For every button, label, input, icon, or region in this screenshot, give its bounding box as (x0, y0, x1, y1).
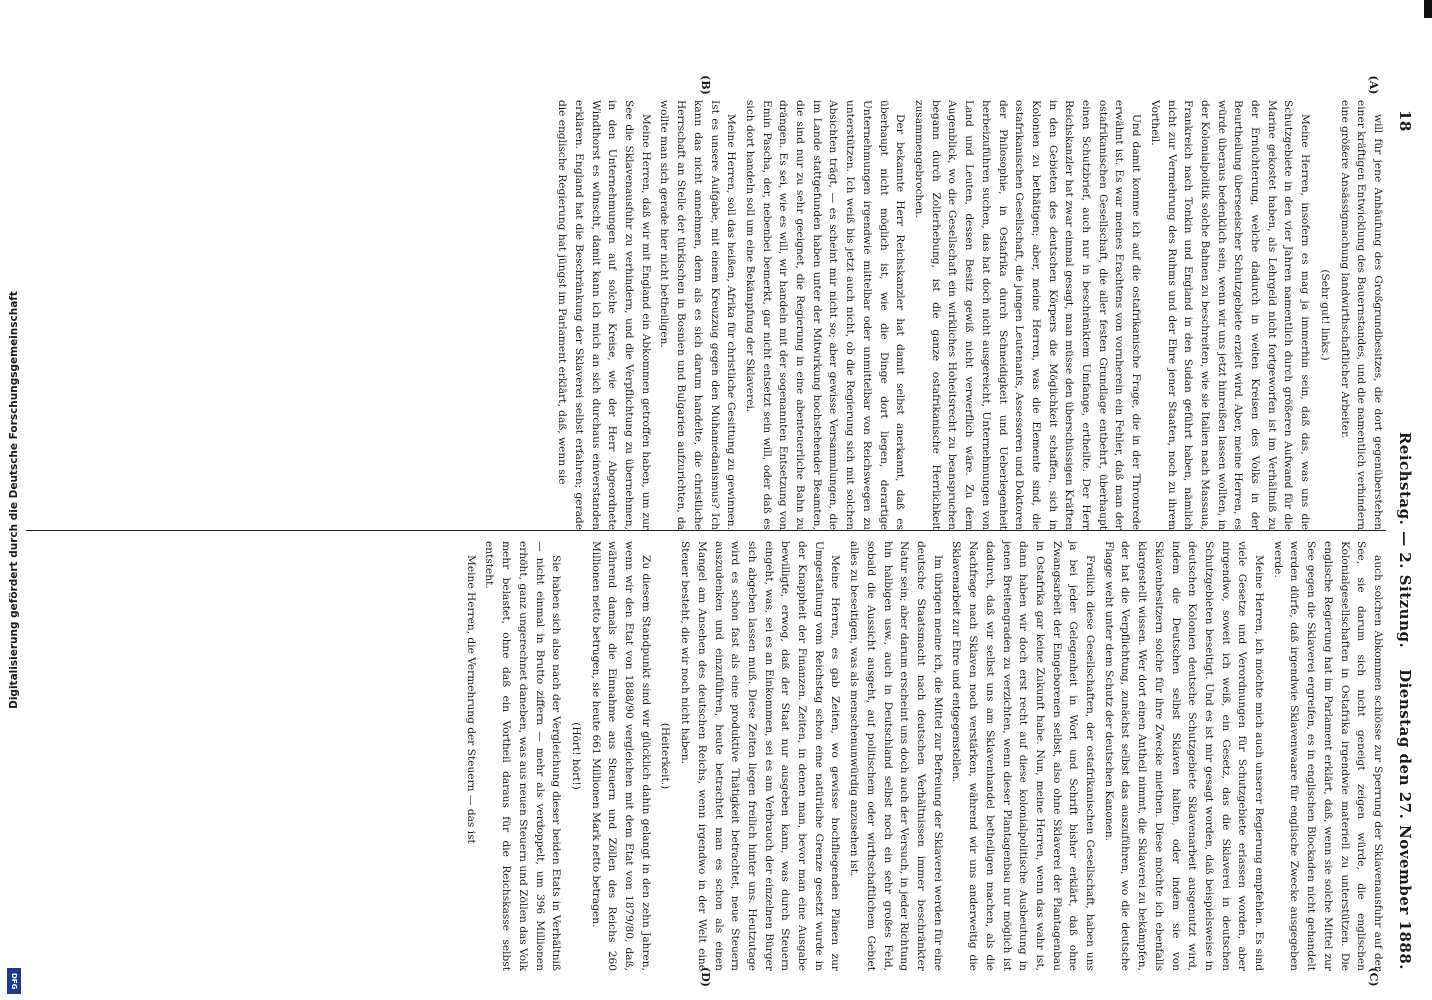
interjection: (Heiterkeit.) (659, 722, 672, 790)
margin-mark-d: (D) (699, 967, 712, 987)
digitization-credit-text: Digitalisierung gefördert durch die Deutsche Forschungsgemeinschaft (8, 291, 20, 709)
paragraph: Meine Herren, ich möchte mich auch unserer Regierung empfehlen. Es sind viele Gesetze und Verordnungen für Schutzgebiete erlassen worden, aber nirgendwo, soweit ich weiß, ein Gesetz, das die Sklaverei in deutschen Schutzgebieten beseitigt. Und es ist mir gesagt worden, daß beispielsweise in deutschen Kolonien deutsche Schutzgebiete Sklavenarbeit ausgenutzt wird, indem die Deutschen selbst Sklaven halten, oder indem sie von Sklavenbesitzern solche für ihre Zwecke miethen. Diese möchte ich ebenfalls klargestellt wissen. Wer dort einen Antheil nimmt, die Sklaverei zu bekämpfen, der hat die Verpflichtung, zunächst selbst das auszuführen, wo die deutsche Flagge weht unter dem Schutz der deutschen Kanonen. (1102, 541, 1266, 971)
dfg-logo: DFG (7, 968, 21, 994)
session-date: Dienstag den 27. November 1888. (1396, 669, 1414, 970)
margin-mark-c: (C) (1367, 967, 1380, 987)
paragraph: Meine Herren, die Vermehrung der Steuern — das ist (464, 555, 477, 844)
paragraph: Freilich diese Gesellschaften, der ostafrikanischen Gesellschaft, haben uns ja bei jeder Gelegenheit in Wort und Schrift bisher erklärt, daß ohne Zwangsarbeit der Eingeborenen selbst, also ohne Sklaverei der Plantagenbau in Ostafrika gar keine Zukunft habe. Nun, meine Herren, wenn das wahr ist, dann haben wir doch erst recht auf diese kolonialpolitische Ausbeutung in jenen Breitengraden zu verzichten, wenn dieser Plantagenbau nur möglich ist dadurch, daß wir selbst uns am Sklavenhandel betheiligen machen, als die Nachfrage nach Sklaven noch verstärken, während wir uns anderweitig die Sklavenarbeit zur Ehre und entgegenstellen. (950, 541, 1097, 971)
paragraph: Meine Herren, daß wir mit England ein Abkommen getroffen haben, um zur See die Sklavenausfuhr zu verhindern, und die Verpflichtung zu übernehmen, in den Unternehmungen auf solche Kreise, wie der Herr Abgeordnete Windthorst es wünscht, damit kann ich mich an sich durchaus einverstanden erklären. England hat die Beschränkung der Sklaverei selbst erfahren; gerade die englische Regierung hat jüngst im Parlament erklärt, daß, wenn sie (556, 100, 652, 530)
page-number: 18 (1396, 110, 1414, 132)
paragraph: Zu diesem Standpunkt sind wir glücklich dahin gelangt in den zehn Jahren, wenn wir den Etat von 1888/90 vergleichen mit dem Etat von 1879/80, daß, während damals die Einnahme aus Steuern und Zöllen des Reichs 260 Millionen netto betrugen, sie heute 661 Millionen Mark netto betragen. (589, 541, 652, 971)
margin-mark-a: (A) (1367, 75, 1380, 95)
interjection: (Sehr gut! links.) (1318, 269, 1331, 361)
paragraph: Meine Herren, soll das heißen, Afrika für christliche Gesittung zu gewinnen. Ist es unsere Aufgabe, mit einem Kreuzzug gegen den Muhamedanismus? Ich kann das nicht annehmen, denn als es sich darum handelte, die christliche Herrschaft an Stelle der türkischen in Bosnien und Bulgarien aufzurichten, da wollte man sich gerade hier nicht betheiligen. (658, 100, 738, 530)
paragraph: Sie haben sich also nach der Vergleichung dieser beiden Etats in Verhältniß — nicht einmal in Brutto ziffern — mehr als verdoppelt, um 396 Millionen erhöht, ganz ungerechnet daneben, was aus neuen Steuern und Zöllen das Volk mehr belastet, ohne daß ein Vortheil daraus für die Reichskasse selbst entsteht. (483, 541, 563, 971)
page-header (1390, 110, 1414, 970)
paragraph: Der bekannte Herr Reichskanzler hat damit selbst anerkannt, daß es überhaupt nicht möglich ist, wie die Dinge dort liegen, derartige Unternehmungen irgendwie mittelbar oder unmittelbar von Reichswegen zu unterstützen. Ich weiß bis jetzt auch nicht, ob die Regierung sich mit solchen Absichten trägt, — es scheint mir nicht so; aber gewisse Versammlungen, die im Lande stattgefunden haben unter der Mitwirkung hochstehender Beamten, die sind nur zu sehr geeignet, die Regierung in eine abenteuerliche Bahn zu drängen. Es sei, wie es will, wir handeln mit der sogenannten Entsetzung von Emin Pascha, der, nebenbei bemerkt, gar nicht entsetzt sein will, oder daß es sich dort handeln soll um eine Bekämpfung der Sklaverei. (743, 100, 907, 530)
paragraph: will für jene Anhäufung des Großgrundbesitzes, die dort gegenüberstehen einer kräftigen Entwicklung des Bauernstandes, und die namentlich verhindern eine größere Ansässigmachung landwirthschaftlicher Arbeiter. (1338, 100, 1384, 530)
paragraph: Meine Herren, insofern es mag ja immerhin sein, daß das, was uns die Schutzgebiete in den vier Jahren namentlich durch größeren Aufwand für die Marine gekostet haben, als Lehrgeld nicht fortgeworfen ist im Verhältniß zu der Ernüchterung, welche dadurch in weiten Kreisen des Volks in der Beurtheilung überseeischer Schutzgebiete erzielt wird. Aber, meine Herren, es würde überaus bedenklich sein, wenn wir uns jetzt hinreißen lassen wollten, in der Kolonialpolitik solche Bahnen zu beschreiten, wie sie Italien nach Massaua, Frankreich nach Tonkin und England in den Sudan geführt haben, nämlich nicht zur Vermehrung des Ruhms und der Ehre jener Staaten, noch zu ihrem Vortheil. (1148, 100, 1312, 530)
interjection: (Hört! hört!) (569, 722, 582, 790)
session-title: Reichstag. — 2. Sitzung. (1396, 431, 1414, 649)
paragraph: Im übrigen meine ich, die Mittel zur Befreiung der Sklaverei werden für eine deutsche Staatsmacht nach deutschen Verhältnissen immer beschränkter Natur sein; aber darum erscheint uns doch auch der Versuch, in jeder Richtung hin halbigen usw., auch in Deutschland selbst noch ein sehr großes Feld, sobald die Aussicht ausgeht, auf politischem oder wirthschaftlichem Gebiet alles zu beseitigen, was als menschenunwürdig anzusehen ist. (848, 541, 944, 971)
left-column (26, 100, 1386, 530)
paragraph: auch solchen Abkommen schlösse zur Sperrung der Sklavenausfuhr auf der See, sie darum sich nicht geneigt zeigen würde, die englischen Kolonialgesellschaften in Ostafrika irgendwie materiell zu unterstützen. Die englische Regierung hat im Parlament erklärt, daß, wenn sie solche Mittel zur See gegen die Sklaverei ergreifen, es in englischen Blockaden nicht gehandelt werden dürfe, daß irgendwie Sklavenwaare für englische Zwecke ausgegeben werde. (1271, 541, 1384, 971)
paragraph: Und damit komme ich auf die ostafrikanische Frage, die in der Thronrede erwähnt ist. Es war meines Erachtens von vornherein ein Fehler, daß man der ostafrikanischen Gesellschaft, die aller festen Grundlage entbehrt, überhaupt einen Schutzbrief, auch nur in beschränktem Umfange, ertheilte. Der Herr Reichskanzler hat zwar einmal gesagt, man müsse den überschüssigen Kräften in den Gebieten des deutschen Körpers die Möglichkeit schaffen, sich in Kolonien zu bethätigen; aber, meine Herren, was die Elemente sind, die ostafrikanischen Gesellschaft, die jungen Leutenants, Assessoren und Doktoren der Philosophie, in Ostafrika durch Schneidigkeit und Ueberlegenheit herbeizuführen suchen, das hat doch nicht ausgereicht, Unternehmungen von Land und Leuten, dessen Besitz gewiß nicht verwerflich wäre. Zu dem Augenblick, wo die Gesellschaft ein wirkliches Hoheitsrecht zu beanspruchen begann durch Zollerhebung, ist die ganze ostafrikanische Herrlichkeit zusammengebrochen. (913, 100, 1143, 530)
margin-mark-b: (B) (699, 75, 712, 95)
right-column (26, 530, 1386, 971)
paragraph: Meine Herren, es gab Zeiten, wo gewisse hochfliegenden Plänen zur Umgestaltung vom Reichstag schon eine natürliche Grenze gesetzt wurde in der Knappheit der Finanzen. Zeiten, in denen man, bevor man eine Ausgabe bewilligte, erwog, daß der Staat nur ausgeben kann, was durch Steuern eingeht, was, sei es an Einkommen, sei es am Verbrauch der einzelnen Bürger sich abgeben lassen muß. Diese Zeiten liegen freilich hinter uns. Heutzutage wird es schon fast als eine produktive Thätigkeit betrachtet, neue Steuern auszudenken und einzuführen, heute betrachtet man es schon als einen Mangel am Ansehen des deutschen Reichs, wenn irgendwo in der Welt eine Steuer besteht, die wir noch nicht haben. (679, 541, 842, 971)
